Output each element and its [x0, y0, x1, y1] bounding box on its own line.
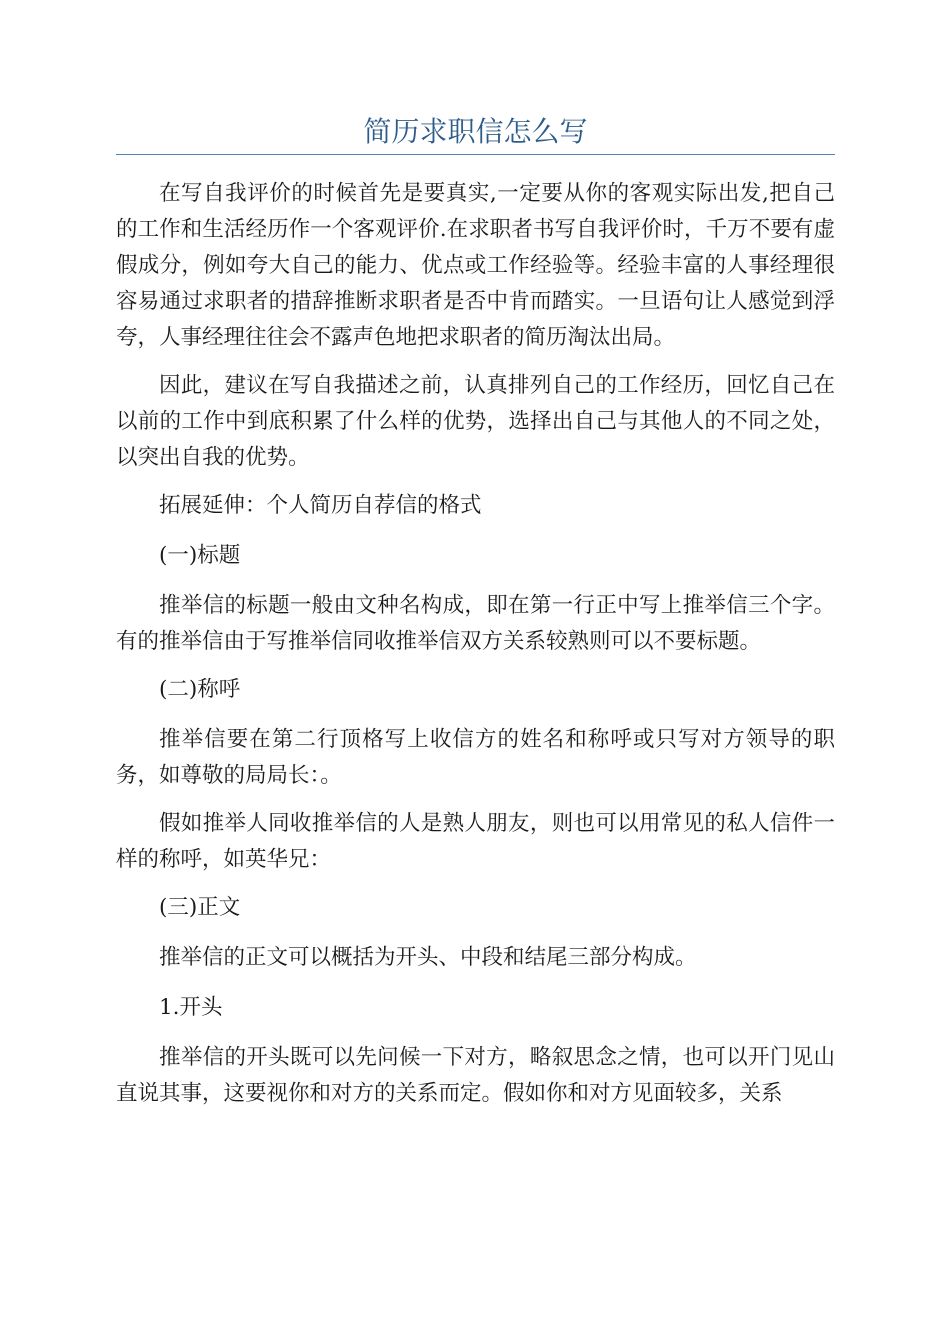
section-heading-body: (三)正文: [159, 895, 241, 920]
page-title: 简历求职信怎么写: [363, 115, 588, 148]
subsection-heading-opening: 1.开头: [159, 995, 223, 1020]
paragraph-advice: 因此，建议在写自我描述之前，认真排列自己的工作经历，回忆自己在以前的工作中到底积累了什么样的优势，选择出自己与其他人的不同之处，以突出自我的优势。: [116, 373, 835, 470]
paragraph-salutation-friends: 假如推举人同收推举信的人是熟人朋友，则也可以用常见的私人信件一样的称呼，如英华兄：: [116, 811, 835, 872]
paragraph-title-description: 推举信的标题一般由文种名构成，即在第一行正中写上推举信三个字。有的推举信由于写推举信同收推举信双方关系较熟则可以不要标题。: [116, 593, 835, 654]
section-heading-title: (一)标题: [159, 543, 241, 568]
paragraph-opening-description: 推举信的开头既可以先问候一下对方，略叙思念之情，也可以开门见山直说其事，这要视你和对方的关系而定。假如你和对方见面较多，关系: [116, 1045, 835, 1106]
paragraph-self-evaluation: 在写自我评价的时候首先是要真实,一定要从你的客观实际出发,把自己的工作和生活经历作一个客观评价.在求职者书写自我评价时，千万不要有虚假成分，例如夸大自己的能力、优点或工作经验等。经验丰富的人事经理很容易通过求职者的措辞推断求职者是否中肯而踏实。一旦语句让人感觉到浮夸，人事经理往往会不露声色地把求职者的简历淘汰出局。: [116, 181, 835, 350]
paragraph-extension-heading: 拓展延伸：个人简历自荐信的格式: [159, 493, 482, 518]
document-body: [116, 176, 835, 1124]
paragraph-body-structure: 推举信的正文可以概括为开头、中段和结尾三部分构成。: [159, 945, 697, 970]
section-heading-salutation: (二)称呼: [159, 677, 241, 702]
title-underline: [116, 154, 835, 155]
paragraph-salutation-description: 推举信要在第二行顶格写上收信方的姓名和称呼或只写对方领导的职务，如尊敬的局局长：。: [116, 727, 835, 788]
